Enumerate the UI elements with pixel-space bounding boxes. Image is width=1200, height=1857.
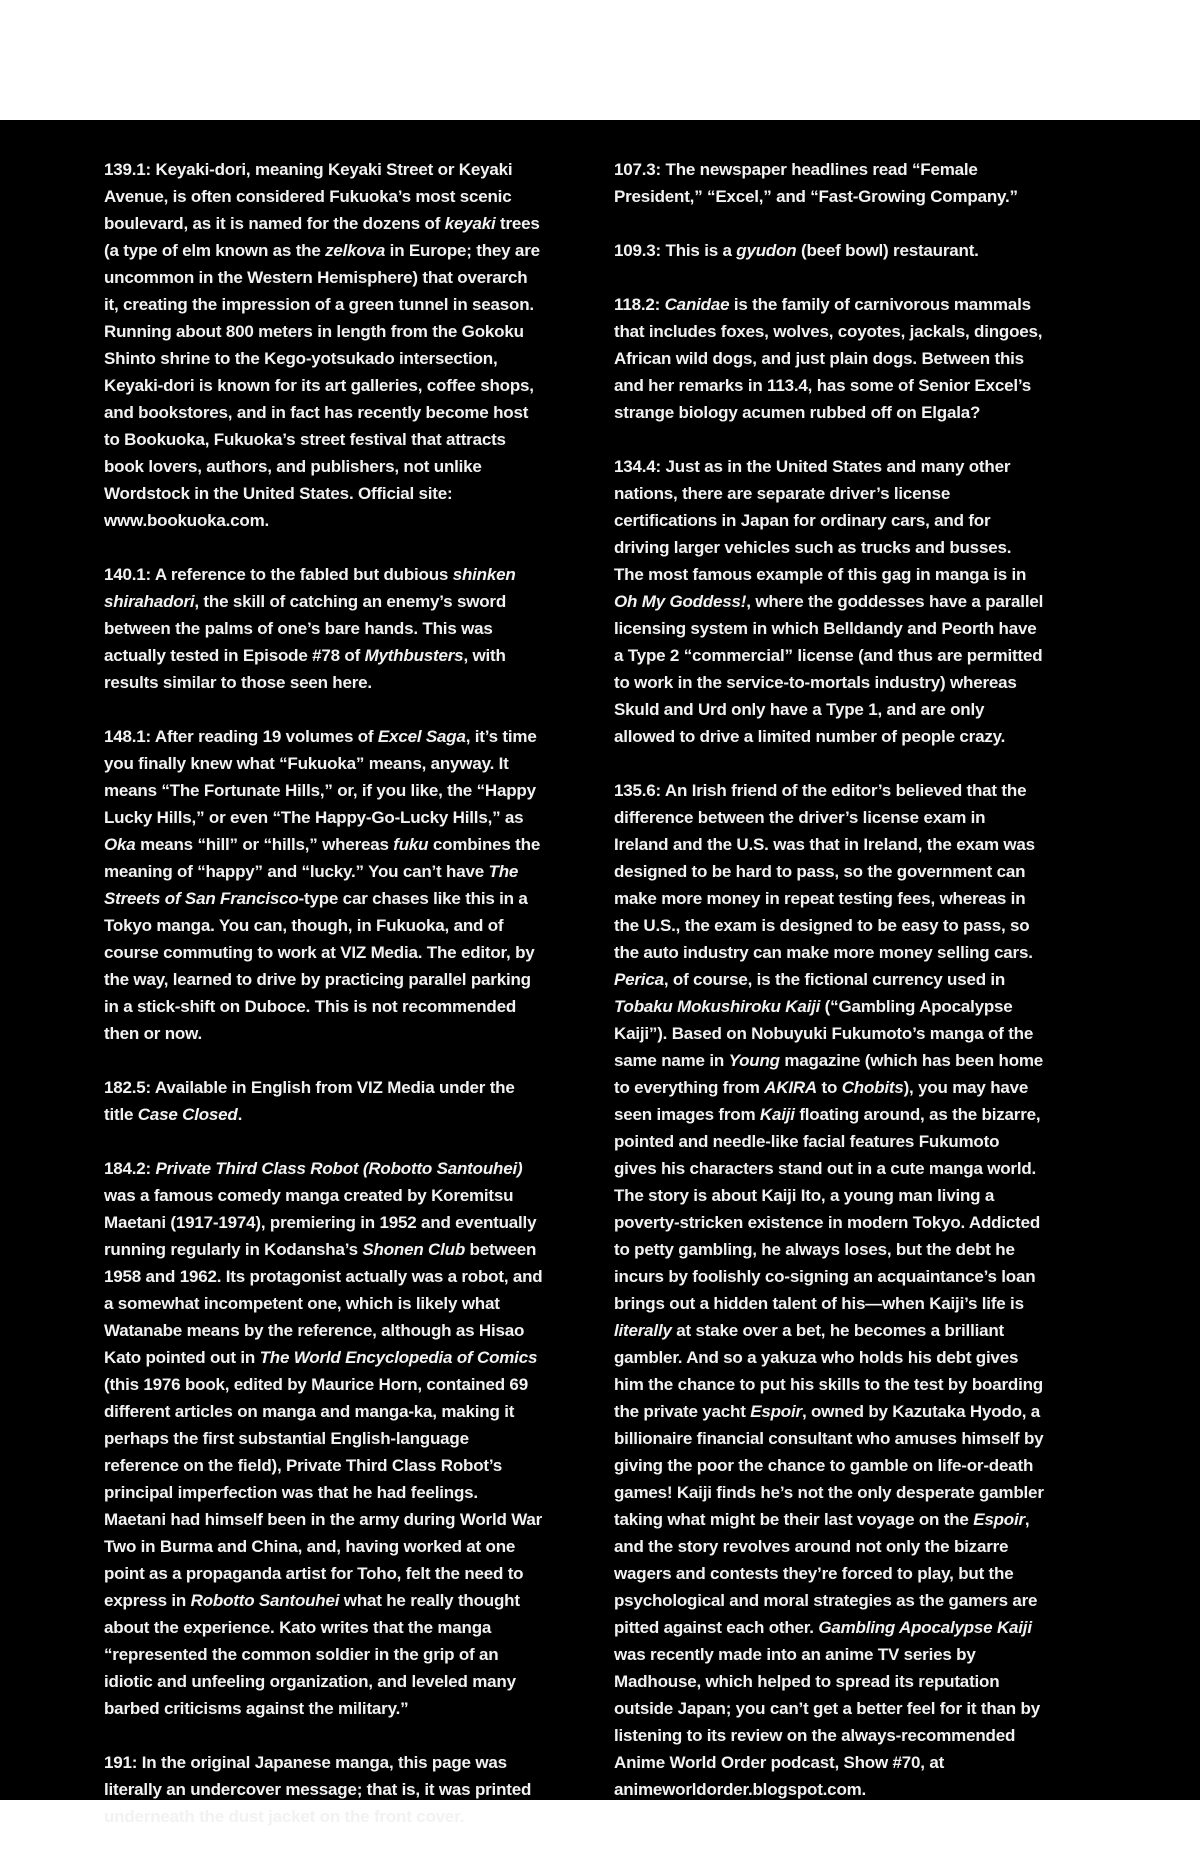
note-text: , and the story revolves around not only the bizarre wagers and contests they’re forced to play, but the psychological and moral strategies as the gamers are pitted against each other. — [614, 1510, 1038, 1637]
note-italic-text: Excel Saga — [377, 727, 466, 746]
notes-page — [0, 120, 1200, 1826]
note-reference: 148.1: — [104, 727, 152, 746]
note-text: , of course, is the fictional currency used in — [663, 970, 1006, 989]
note-text: The newspaper headlines read “Female President,” “Excel,” and “Fast-Growing Company.” — [614, 160, 1018, 206]
right-column — [614, 156, 1044, 1830]
note-italic-text: Tobaku Mokushiroku Kaiji — [614, 997, 821, 1016]
note-italic-text: Case Closed — [137, 1105, 238, 1124]
note-text: An Irish friend of the editor’s believed that the difference between the driver’s license exam in Ireland and the U.S. was that in Ireland, the exam was designed to be hard to pass, so the government can make more money in repeat testing fees, whereas in the U.S., the exam is designed to be easy to pass, so the auto industry can make more money selling cars. — [614, 781, 1035, 962]
note-text: (this 1976 book, edited by Maurice Horn, contained 69 different articles on manga and manga-ka, making it perhaps the first substantial English-language reference on the field), Private Third Class Robot’s principal imperfection was that he had feelings. Maetani had himself been in the army during World War Two in Burma and China, and, having worked at one point as a propaganda artist for Toho, felt the need to express in — [104, 1375, 543, 1610]
note-italic-text: Perica — [614, 970, 664, 989]
note-italic-text: literally — [614, 1321, 672, 1340]
note-italic-text: Canidae — [664, 295, 730, 314]
note-text: , with results similar to those seen here. — [104, 646, 506, 692]
note-text: This is a — [661, 241, 737, 260]
note-text: -type car chases like this in a Tokyo manga. You can, though, in Fukuoka, and of course commuting to work at VIZ Media. The editor, by the way, learned to drive by practicing parallel parking in a stick-shift on Duboce. This is not recommended then or now. — [104, 889, 535, 1043]
note-italic-text: Oh My Goddess! — [614, 592, 747, 611]
note-text: in Europe; they are uncommon in the Western Hemisphere) that overarch it, creating the impression of a green tunnel in season. Running about 800 meters in length from the Gokoku Shinto shrine to the Kego-yotsukado intersection, Keyaki-dori is known for its art galleries, coffee shops, and bookstores, and in fact has recently become host to Bookuoka, Fukuoka’s street festival that attracts book lovers, authors, and publishers, not unlike Wordstock in the United States. Official site: www.bookuoka.com. — [104, 241, 540, 530]
note-italic-text: keyaki — [444, 214, 496, 233]
note-italic-text: Shonen Club — [362, 1240, 466, 1259]
note-reference: 135.6: — [614, 781, 662, 800]
note-reference: 191: — [104, 1753, 138, 1772]
note-reference: 140.1: — [104, 565, 152, 584]
top-margin — [0, 0, 1200, 120]
note-text: , it’s time you finally knew what “Fukuoka” means, anyway. It means “The Fortunate Hills,” or, if you like, the “Happy Lucky Hills,” or even “The Happy-Go-Lucky Hills,” as — [104, 727, 537, 827]
translation-note — [104, 156, 544, 534]
translation-note — [104, 723, 544, 1047]
note-text: , where the goddesses have a parallel licensing system in which Belldandy and Peorth have a Type 2 “commercial” license (and thus are permitted to work in the service-to-mortals industry) whereas Skuld and Urd only have a Type 1, and are only allowed to drive a limited number of people crazy. — [614, 592, 1044, 746]
note-italic-text: Private Third Class Robot (Robotto Santouhei) — [155, 1159, 523, 1178]
note-text: , the skill of catching an enemy’s sword between the palms of one’s bare hands. This was actually tested in Episode #78 of — [104, 592, 507, 665]
note-text: In the original Japanese manga, this page was literally an undercover message; that is, it was printed underneath the dust jacket on the front cover. — [104, 1753, 532, 1826]
note-text: Just as in the United States and many other nations, there are separate driver’s license certifications in Japan for ordinary cars, and for driving larger vehicles such as trucks and busses. The most famous example of this gag in manga is in — [614, 457, 1027, 584]
note-text: was recently made into an anime TV series by Madhouse, which helped to spread its reputation outside Japan; you can’t get a better feel for it than by listening to its review on the always-recommended Anime World Order podcast, Show #70, at animeworldorder.blogspot.com. — [614, 1645, 1040, 1799]
note-italic-text: Oka — [104, 835, 136, 854]
translation-note — [104, 561, 544, 696]
note-italic-text: AKIRA — [764, 1078, 818, 1097]
note-reference: 134.4: — [614, 457, 662, 476]
note-text: is the family of carnivorous mammals that includes foxes, wolves, coyotes, jackals, dingoes, African wild dogs, and just plain dogs. Between this and her remarks in 113.4, has some of Senior Excel’s strange biology acumen rubbed off on Elgala? — [614, 295, 1043, 422]
note-text: , owned by Kazutaka Hyodo, a billionaire financial consultant who amuses himself by giving the poor the chance to gamble on life-or-death games! Kaiji finds he’s not the only desperate gambler taking what might be their last voyage on the — [614, 1402, 1044, 1529]
note-text: Available in English from VIZ Media under the title — [104, 1078, 515, 1124]
note-text: magazine (which has been home to everything from — [614, 1051, 1044, 1097]
note-text: combines the meaning of “happy” and “lucky.” You can’t have — [104, 835, 541, 881]
note-text: After reading 19 volumes of — [151, 727, 378, 746]
note-text: to — [817, 1078, 842, 1097]
translation-note — [614, 237, 1044, 264]
note-reference: 184.2: — [104, 1159, 152, 1178]
note-reference: 107.3: — [614, 160, 662, 179]
note-italic-text: The World Encyclopedia of Comics — [259, 1348, 538, 1367]
note-text: what he really thought about the experience. Kato writes that the manga “represented the common soldier in the grip of an idiotic and unfeeling organization, and leveled many barbed criticisms against the military.” — [104, 1591, 520, 1718]
note-italic-text: Espoir — [973, 1510, 1025, 1529]
note-italic-text: Gambling Apocalypse Kaiji — [818, 1618, 1032, 1637]
note-reference: 139.1: — [104, 160, 152, 179]
note-italic-text: Young — [728, 1051, 780, 1070]
note-text: . — [237, 1105, 243, 1124]
translation-note — [104, 1074, 544, 1128]
note-italic-text: Kaiji — [759, 1105, 795, 1124]
note-reference: 118.2: — [614, 295, 661, 314]
note-text: at stake over a bet, he becomes a brilliant gambler. And so a yakuza who holds his debt gives him the chance to put his skills to the test by boarding the private yacht — [614, 1321, 1043, 1421]
note-text: floating around, as the bizarre, pointed and needle-like facial features Fukumoto gives his characters stand out in a cute manga world. The story is about Kaiji Ito, a young man living a poverty-stricken existence in modern Tokyo. Addicted to petty gambling, he always loses, but the debt he incurs by foolishly co-signing an acquaintance’s loan brings out a hidden talent of his—when Kaiji’s life is — [614, 1105, 1041, 1313]
left-column — [104, 156, 544, 1857]
note-italic-text: Robotto Santouhei — [190, 1591, 340, 1610]
note-italic-text: fuku — [393, 835, 429, 854]
note-text: (“Gambling Apocalypse Kaiji”). Based on Nobuyuki Fukumoto’s manga of the same name in — [614, 997, 1034, 1070]
note-italic-text: Mythbusters — [364, 646, 464, 665]
note-italic-text: gyudon — [736, 241, 797, 260]
note-italic-text: Espoir — [750, 1402, 802, 1421]
note-text: A reference to the fabled but dubious — [151, 565, 453, 584]
note-text: was a famous comedy manga created by Koremitsu Maetani (1917-1974), premiering in 1952 and eventually running regularly in Kodansha’s — [104, 1186, 537, 1259]
translation-note — [614, 291, 1044, 426]
translation-note — [104, 1155, 544, 1722]
note-text: means “hill” or “hills,” whereas — [135, 835, 394, 854]
note-text: between 1958 and 1962. Its protagonist actually was a robot, and a somewhat incompetent one, which is likely what Watanabe means by the reference, although as Hisao Kato pointed out in — [104, 1240, 543, 1367]
note-text: (beef bowl) restaurant. — [796, 241, 979, 260]
note-italic-text: shinken shirahadori — [104, 565, 516, 611]
note-reference: 182.5: — [104, 1078, 152, 1097]
translation-note — [614, 156, 1044, 210]
translation-note — [614, 777, 1044, 1803]
note-reference: 109.3: — [614, 241, 662, 260]
note-text: ), you may have seen images from — [614, 1078, 1029, 1124]
note-text: Keyaki-dori, meaning Keyaki Street or Keyaki Avenue, is often considered Fukuoka’s most scenic boulevard, as it is named for the dozens of — [104, 160, 513, 233]
translation-note — [614, 453, 1044, 750]
note-italic-text: Chobits — [841, 1078, 904, 1097]
note-text: trees (a type of elm known as the — [104, 214, 540, 260]
note-italic-text: zelkova — [325, 241, 386, 260]
note-italic-text: The Streets of San Francisco — [104, 862, 519, 908]
translation-note — [104, 1749, 544, 1830]
